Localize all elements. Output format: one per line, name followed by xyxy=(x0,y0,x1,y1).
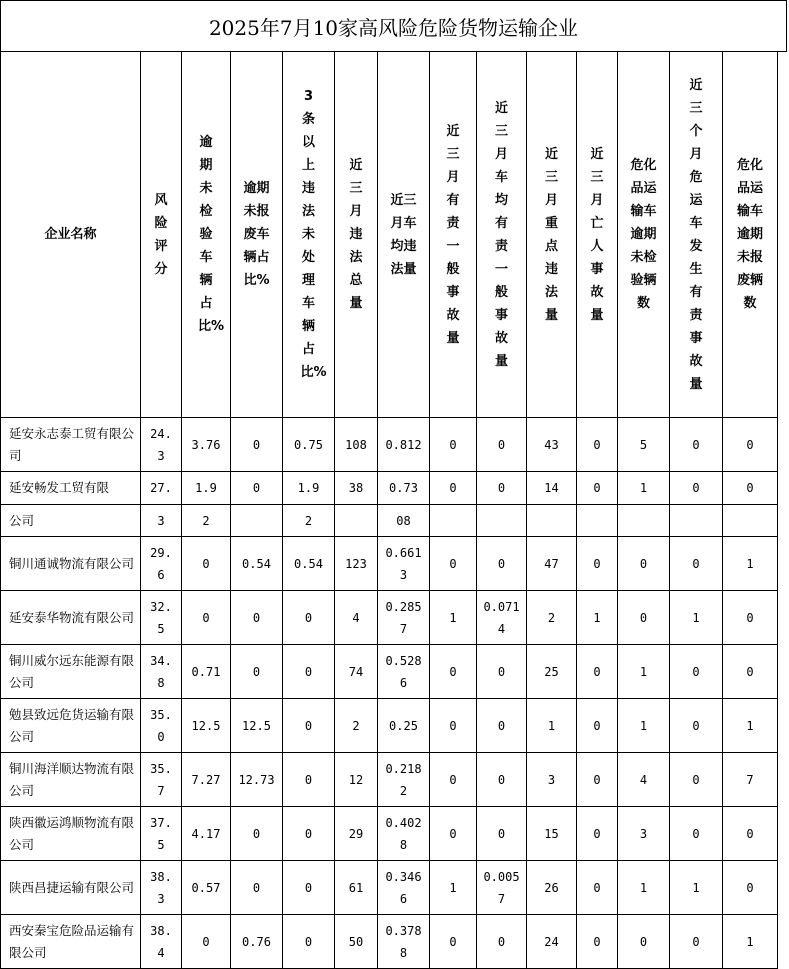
column-header xyxy=(335,52,378,418)
value-cell: 0.2857 xyxy=(378,591,430,645)
value-cell: 4 xyxy=(618,753,670,807)
value-cell: 0 xyxy=(477,472,527,505)
value-cell: 1.9 xyxy=(182,472,231,505)
value-cell: 0 xyxy=(618,591,670,645)
value-cell: 0 xyxy=(723,861,778,915)
value-cell: 0 xyxy=(182,591,231,645)
value-cell: 3 xyxy=(141,505,182,537)
company-name-cell: 铜川威尔远东能源有限公司 xyxy=(1,645,141,699)
value-cell: 0.3466 xyxy=(378,861,430,915)
company-name-cell: 铜川海洋顺达物流有限公司 xyxy=(1,753,141,807)
value-cell: 0 xyxy=(477,807,527,861)
column-header xyxy=(430,52,477,418)
value-cell: 0 xyxy=(283,591,335,645)
value-cell: 0 xyxy=(430,418,477,472)
value-cell: 0 xyxy=(283,645,335,699)
company-name-cell: 延安永志泰工贸有限公司 xyxy=(1,418,141,472)
value-cell: 0 xyxy=(477,645,527,699)
value-cell xyxy=(577,505,618,537)
column-header-label: 3条以上违法未处理车辆占比% xyxy=(300,89,327,380)
value-cell: 0 xyxy=(477,537,527,591)
value-cell: 2 xyxy=(527,591,577,645)
table-row xyxy=(1,915,778,969)
column-header xyxy=(231,52,283,418)
value-cell: 4 xyxy=(335,591,378,645)
column-header-label: 近三月重点违法量 xyxy=(544,146,558,323)
company-name-cell: 延安畅发工贸有限 xyxy=(1,472,141,505)
value-cell: 0 xyxy=(577,861,618,915)
value-cell: 3 xyxy=(527,753,577,807)
header-table xyxy=(0,51,778,418)
value-cell: 2 xyxy=(283,505,335,537)
column-header xyxy=(527,52,577,418)
value-cell: 0 xyxy=(577,807,618,861)
company-name-cell: 铜川通诚物流有限公司 xyxy=(1,537,141,591)
value-cell xyxy=(477,505,527,537)
value-cell: 0 xyxy=(577,418,618,472)
value-cell: 1 xyxy=(527,699,577,753)
table-row xyxy=(1,645,778,699)
value-cell: 1 xyxy=(618,699,670,753)
value-cell: 12.73 xyxy=(231,753,283,807)
value-cell xyxy=(527,505,577,537)
value-cell: 0 xyxy=(477,915,527,969)
table-row xyxy=(1,753,778,807)
company-name-cell: 公司 xyxy=(1,505,141,537)
value-cell: 1 xyxy=(723,915,778,969)
value-cell: 14 xyxy=(527,472,577,505)
value-cell xyxy=(430,505,477,537)
value-cell: 0 xyxy=(723,807,778,861)
value-cell: 1.9 xyxy=(283,472,335,505)
table-row xyxy=(1,591,778,645)
value-cell: 0 xyxy=(231,472,283,505)
value-cell: 7 xyxy=(723,753,778,807)
value-cell: 0.73 xyxy=(378,472,430,505)
value-cell: 0 xyxy=(723,645,778,699)
column-header xyxy=(1,52,141,418)
value-cell: 35.7 xyxy=(141,753,182,807)
column-header xyxy=(723,52,778,418)
body-table-top xyxy=(0,417,778,505)
value-cell: 0 xyxy=(182,537,231,591)
column-header-label: 逾期未检验车辆占比% xyxy=(198,135,225,334)
value-cell: 0 xyxy=(430,537,477,591)
value-cell: 0 xyxy=(477,418,527,472)
value-cell: 0 xyxy=(231,807,283,861)
value-cell: 0 xyxy=(577,753,618,807)
value-cell: 3 xyxy=(618,807,670,861)
value-cell: 0 xyxy=(670,699,723,753)
column-header xyxy=(477,52,527,418)
value-cell: 38 xyxy=(335,472,378,505)
value-cell: 0 xyxy=(618,915,670,969)
value-cell: 0 xyxy=(670,472,723,505)
value-cell: 1 xyxy=(670,591,723,645)
value-cell: 1 xyxy=(618,472,670,505)
company-name-cell: 延安泰华物流有限公司 xyxy=(1,591,141,645)
column-header-label: 逾期未报废车辆占比% xyxy=(243,181,270,288)
value-cell: 0 xyxy=(231,645,283,699)
value-cell: 12.5 xyxy=(231,699,283,753)
value-cell: 0 xyxy=(477,699,527,753)
column-header-label: 近三月亡人事故量 xyxy=(590,146,604,323)
column-header-label: 危化品运输车逾期未报废辆数 xyxy=(736,158,763,311)
column-header-label: 近三个月危运车发生有责事故量 xyxy=(689,77,703,392)
value-cell: 15 xyxy=(527,807,577,861)
column-header-label: 企业名称 xyxy=(44,227,97,242)
value-cell: 0.2182 xyxy=(378,753,430,807)
value-cell: 0.4028 xyxy=(378,807,430,861)
value-cell: 61 xyxy=(335,861,378,915)
value-cell: 0 xyxy=(723,472,778,505)
value-cell: 0 xyxy=(430,807,477,861)
value-cell xyxy=(723,505,778,537)
value-cell: 0 xyxy=(430,472,477,505)
table-row xyxy=(1,861,778,915)
column-header xyxy=(577,52,618,418)
company-name-cell: 陕西徽运鸿顺物流有限公司 xyxy=(1,807,141,861)
value-cell: 0.76 xyxy=(231,915,283,969)
value-cell: 0 xyxy=(182,915,231,969)
value-cell: 0 xyxy=(670,418,723,472)
column-header-label: 危化品运输车逾期未检验辆数 xyxy=(630,158,657,311)
value-cell xyxy=(231,505,283,537)
value-cell: 0 xyxy=(577,472,618,505)
value-cell: 0 xyxy=(430,645,477,699)
value-cell: 27. xyxy=(141,472,182,505)
value-cell: 0 xyxy=(231,591,283,645)
value-cell xyxy=(618,505,670,537)
value-cell: 25 xyxy=(527,645,577,699)
value-cell: 0 xyxy=(670,807,723,861)
value-cell: 0.0057 xyxy=(477,861,527,915)
value-cell: 0.0714 xyxy=(477,591,527,645)
value-cell: 12 xyxy=(335,753,378,807)
value-cell: 0 xyxy=(577,915,618,969)
value-cell: 1 xyxy=(577,591,618,645)
table-row xyxy=(1,505,778,537)
value-cell: 4.17 xyxy=(182,807,231,861)
value-cell: 0.75 xyxy=(283,418,335,472)
value-cell: 3.76 xyxy=(182,418,231,472)
value-cell: 08 xyxy=(378,505,430,537)
value-cell: 0 xyxy=(618,537,670,591)
value-cell: 0 xyxy=(283,699,335,753)
value-cell: 0 xyxy=(670,537,723,591)
value-cell: 12.5 xyxy=(182,699,231,753)
value-cell: 32.5 xyxy=(141,591,182,645)
column-header xyxy=(283,52,335,418)
column-header-label: 风险评分 xyxy=(154,192,168,277)
value-cell: 1 xyxy=(670,861,723,915)
value-cell: 0 xyxy=(723,418,778,472)
value-cell: 0.812 xyxy=(378,418,430,472)
column-header xyxy=(378,52,430,418)
table-row xyxy=(1,807,778,861)
value-cell: 0 xyxy=(231,861,283,915)
column-header-label: 近三月有责一般事故量 xyxy=(446,123,460,346)
value-cell: 0 xyxy=(430,699,477,753)
value-cell: 1 xyxy=(723,537,778,591)
value-cell: 0 xyxy=(670,645,723,699)
column-header xyxy=(618,52,670,418)
value-cell xyxy=(335,505,378,537)
value-cell: 0 xyxy=(577,699,618,753)
value-cell: 0 xyxy=(477,753,527,807)
value-cell: 0.5286 xyxy=(378,645,430,699)
value-cell: 108 xyxy=(335,418,378,472)
value-cell: 1 xyxy=(723,699,778,753)
value-cell: 0.54 xyxy=(283,537,335,591)
value-cell: 1 xyxy=(618,861,670,915)
table-title: 2025年7月10家高风险危险货物运输企业 xyxy=(0,0,787,52)
value-cell: 29 xyxy=(335,807,378,861)
value-cell: 37.5 xyxy=(141,807,182,861)
value-cell: 47 xyxy=(527,537,577,591)
value-cell: 0.54 xyxy=(231,537,283,591)
column-header xyxy=(141,52,182,418)
value-cell: 0 xyxy=(670,753,723,807)
value-cell: 1 xyxy=(430,591,477,645)
value-cell: 29.6 xyxy=(141,537,182,591)
value-cell: 1 xyxy=(430,861,477,915)
value-cell: 0.3788 xyxy=(378,915,430,969)
value-cell: 0 xyxy=(283,753,335,807)
value-cell xyxy=(670,505,723,537)
value-cell: 2 xyxy=(182,505,231,537)
value-cell: 0 xyxy=(723,591,778,645)
table-row xyxy=(1,699,778,753)
value-cell: 24 xyxy=(527,915,577,969)
company-name-cell: 西安秦宝危险品运输有限公司 xyxy=(1,915,141,969)
column-header-label: 近三月车均有责一般事故量 xyxy=(494,100,508,369)
value-cell: 38.4 xyxy=(141,915,182,969)
value-cell: 0 xyxy=(283,861,335,915)
column-header-label: 近三月违法总量 xyxy=(349,158,363,311)
value-cell: 0 xyxy=(577,645,618,699)
value-cell: 0 xyxy=(670,915,723,969)
value-cell: 0.25 xyxy=(378,699,430,753)
value-cell: 2 xyxy=(335,699,378,753)
company-name-cell: 陕西昌捷运输有限公司 xyxy=(1,861,141,915)
table-row xyxy=(1,472,778,505)
value-cell: 0 xyxy=(231,418,283,472)
value-cell: 43 xyxy=(527,418,577,472)
table-row xyxy=(1,537,778,591)
value-cell: 38.3 xyxy=(141,861,182,915)
value-cell: 35.0 xyxy=(141,699,182,753)
value-cell: 0.71 xyxy=(182,645,231,699)
value-cell: 1 xyxy=(618,645,670,699)
table-row xyxy=(1,418,778,472)
value-cell: 123 xyxy=(335,537,378,591)
value-cell: 0 xyxy=(577,537,618,591)
value-cell: 0.57 xyxy=(182,861,231,915)
value-cell: 0.6613 xyxy=(378,537,430,591)
value-cell: 0 xyxy=(283,915,335,969)
value-cell: 34.8 xyxy=(141,645,182,699)
value-cell: 26 xyxy=(527,861,577,915)
value-cell: 5 xyxy=(618,418,670,472)
company-name-cell: 勉县致远危货运输有限公司 xyxy=(1,699,141,753)
value-cell: 50 xyxy=(335,915,378,969)
value-cell: 0 xyxy=(430,753,477,807)
column-header-label: 近三月车均违法量 xyxy=(390,192,417,277)
value-cell: 0 xyxy=(283,807,335,861)
value-cell: 74 xyxy=(335,645,378,699)
value-cell: 24.3 xyxy=(141,418,182,472)
value-cell: 7.27 xyxy=(182,753,231,807)
column-header xyxy=(670,52,723,418)
column-header xyxy=(182,52,231,418)
body-table-bottom xyxy=(0,504,778,969)
value-cell: 0 xyxy=(430,915,477,969)
